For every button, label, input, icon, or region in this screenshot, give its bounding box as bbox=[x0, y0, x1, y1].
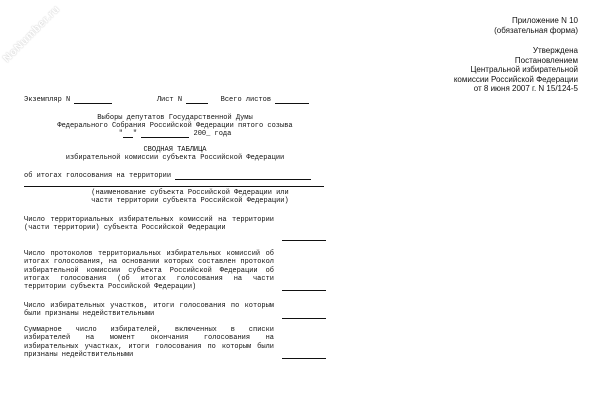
table-title-line: избирательной комиссии субъекта Российской Федерации bbox=[65, 154, 285, 162]
row-text: Число избирательных участков, итоги голосования по которым были признаны недействительными bbox=[24, 302, 274, 319]
election-line: Выборы депутатов Государственной Думы bbox=[97, 114, 253, 122]
date-quote-close: " bbox=[132, 130, 138, 138]
copy-number-field[interactable] bbox=[74, 96, 112, 104]
appendix-line: Приложение N 10 bbox=[511, 16, 578, 25]
summary-table-title bbox=[24, 146, 326, 162]
watermark: NoNumber.ru bbox=[0, 3, 63, 65]
row-value-field[interactable] bbox=[282, 358, 326, 359]
day-field[interactable] bbox=[123, 130, 133, 138]
row-invalid-voters bbox=[24, 326, 326, 359]
territory-label: об итогах голосования на территории bbox=[24, 172, 172, 180]
row-value-field[interactable] bbox=[282, 318, 326, 319]
appendix-line: (обязательная форма) bbox=[494, 25, 578, 35]
table-title-line: СВОДНАЯ ТАБЛИЦА bbox=[143, 146, 207, 154]
territory-hint bbox=[90, 189, 290, 205]
approved-line: Утверждена bbox=[532, 46, 578, 55]
row-territorial-commissions bbox=[24, 216, 326, 233]
year-text: 200_ года bbox=[193, 130, 232, 138]
territory-field[interactable] bbox=[175, 172, 311, 180]
election-title bbox=[24, 114, 326, 138]
territory-field-continued[interactable] bbox=[24, 186, 324, 187]
approved-block bbox=[454, 46, 578, 94]
approved-line: Постановлением bbox=[514, 55, 578, 65]
row-invalid-precincts bbox=[24, 302, 326, 319]
approval-header bbox=[454, 16, 578, 94]
row-value-field[interactable] bbox=[282, 290, 326, 291]
approved-line: Центральной избирательной bbox=[470, 65, 578, 74]
hint-line: части территории субъекта Российской Федерации) bbox=[91, 197, 289, 205]
territory-line bbox=[24, 172, 326, 180]
approved-line: комиссии Российской Федерации bbox=[453, 74, 578, 84]
copy-label: Экземпляр N bbox=[24, 96, 71, 104]
date-quote-open: " bbox=[118, 130, 123, 138]
month-field[interactable] bbox=[141, 130, 189, 138]
row-text: Суммарное число избирателей, включенных в списки избирателей на момент окончания голосования на избирательных участках, итоги голосования по которым были признаны недействительными bbox=[24, 326, 274, 359]
appendix-block bbox=[454, 16, 578, 35]
copy-sheet-line bbox=[24, 96, 326, 104]
approved-line: от 8 июня 2007 г. N 15/124-5 bbox=[473, 84, 578, 93]
election-line: Федерального Собрания Российской Федерации пятого созыва bbox=[57, 122, 293, 130]
hint-line: (наименование субъекта Российской Федерации или bbox=[91, 189, 289, 197]
row-protocols bbox=[24, 250, 326, 291]
row-value-field[interactable] bbox=[282, 240, 326, 241]
total-sheets-field[interactable] bbox=[275, 96, 309, 104]
row-text: Число протоколов территориальных избирательных комиссий об итогах голосования, на основании которых составлен протокол избирательной комиссии субъекта Российской Федерации об итогах голосования (об итогах голосования на части территории субъекта Российской Федерации) bbox=[24, 250, 274, 292]
date-line bbox=[24, 130, 326, 138]
sheet-number-field[interactable] bbox=[186, 96, 208, 104]
row-text: Число территориальных избирательных комиссий на территории (части территории) субъекта Российской Федерации bbox=[24, 216, 274, 233]
sheet-label: Лист N bbox=[156, 96, 183, 104]
total-sheets-label: Всего листов bbox=[220, 96, 272, 104]
